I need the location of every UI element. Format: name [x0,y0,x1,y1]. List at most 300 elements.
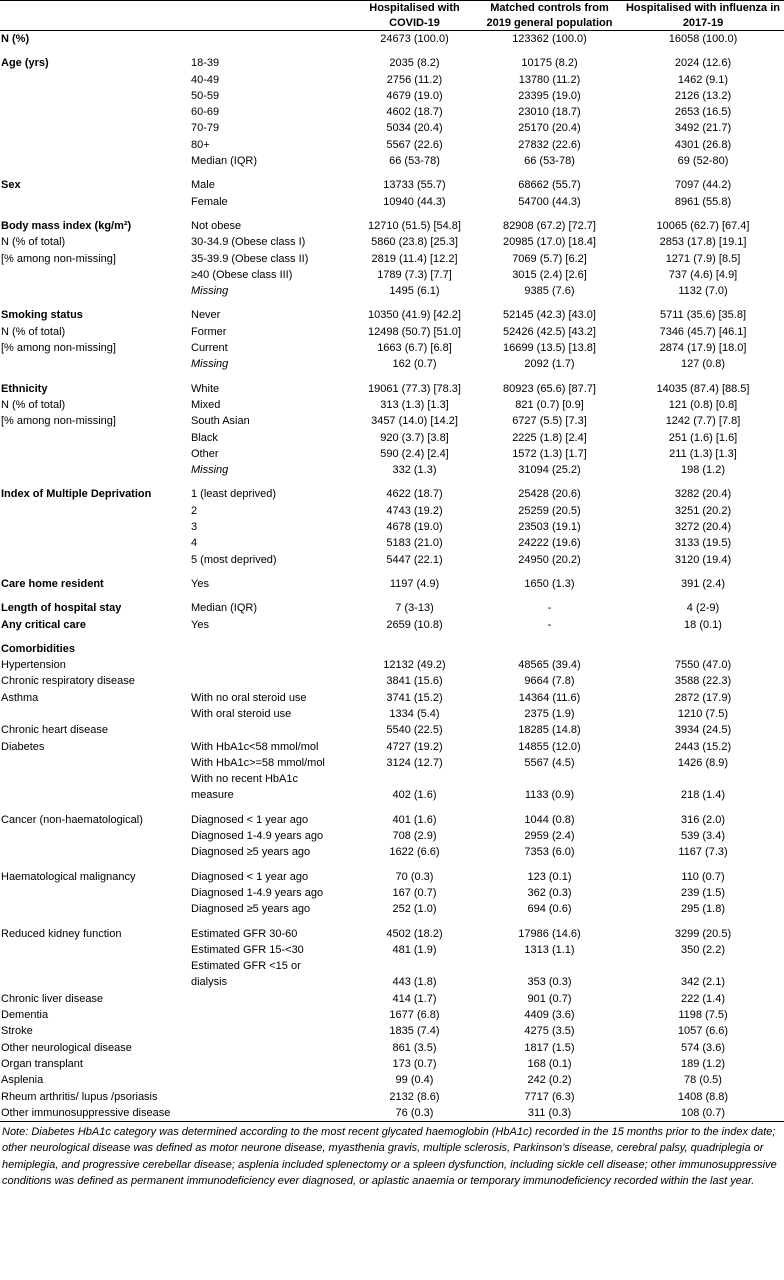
cell-covid: 19061 (77.3) [78.3] [368,382,461,395]
row-label [0,771,190,787]
table-row [0,88,784,104]
row-label [0,283,190,299]
row-label [0,462,190,478]
row-sublabel: 40-49 [191,73,220,86]
cell-controls: 17986 (14.6) [518,927,581,940]
row-sublabel [190,31,352,48]
cell-covid: 99 (0.4) [395,1074,434,1087]
row-label: Cancer (non-haematological) [1,813,143,826]
row-label: Care home resident [1,577,104,590]
table-row [0,942,784,958]
row-label: Reduced kidney function [1,927,122,940]
row-label [0,942,190,958]
cell-controls: - [547,602,552,615]
row-label [0,153,190,169]
table-row [0,120,784,136]
row-label: Any critical care [1,618,86,631]
row-sublabel: Diagnosed < 1 year ago [191,813,309,826]
cell-controls: 18285 (14.8) [518,724,581,737]
cell-covid: 3841 (15.6) [386,675,443,688]
cell-covid: 4679 (19.0) [386,89,443,102]
cell-covid [352,958,477,974]
row-label [0,974,190,990]
row-sublabel: Estimated GFR <15 or [191,960,301,973]
table-row [0,137,784,153]
cell-controls: 311 (0.3) [477,1105,622,1122]
table-row [0,413,784,429]
cell-influenza: 1462 (9.1) [677,73,729,86]
header-influenza: Hospitalised with influenza in 2017-19 [622,1,784,31]
cell-controls: 14855 (12.0) [518,740,581,753]
cell-influenza [622,958,784,974]
cell-controls: 24222 (19.6) [518,537,581,550]
row-sublabel: dialysis [191,976,228,989]
cell-influenza [622,771,784,787]
row-sublabel: Former [191,325,227,338]
cell-influenza: 1426 (8.9) [677,756,729,769]
cell-covid: 1789 (7.3) [7.7] [377,268,452,281]
header-col-2 [190,1,352,31]
cell-influenza: 121 (0.8) [0.8] [668,398,738,411]
cell-influenza: 2874 (17.9) [18.0] [659,342,747,355]
cell-controls [477,771,622,787]
cell-covid: 313 (1.3) [1.3] [380,398,449,411]
cell-influenza: 3120 (19.4) [674,553,732,566]
cell-influenza: 8961 (55.8) [674,195,732,208]
row-sublabel: Diagnosed 1-4.9 years ago [191,886,324,899]
cell-influenza: 342 (2.1) [680,976,726,989]
cell-controls: 10175 (8.2) [521,57,578,70]
cell-influenza [622,641,784,657]
cell-influenza: 69 (52-80) [677,155,729,168]
row-label: Other neurological disease [1,1041,132,1054]
row-sublabel: Yes [191,618,209,631]
table-row [0,657,784,673]
cell-covid: 5447 (22.1) [386,553,443,566]
cell-influenza: 3133 (19.5) [674,537,732,550]
cell-influenza: 737 (4.6) [4.9] [668,268,738,281]
table-row [0,958,784,974]
cell-influenza: 2853 (17.8) [19.1] [659,236,747,249]
row-label: Stroke [1,1025,33,1038]
table-row [0,356,784,372]
cell-covid: 2819 (11.4) [12.2] [371,252,458,265]
table-row [0,576,784,592]
row-label [0,885,190,901]
row-sublabel: With no oral steroid use [191,691,307,704]
table-row [0,690,784,706]
row-sublabel: Diagnosed ≥5 years ago [191,903,311,916]
cell-controls: 2092 (1.7) [524,358,575,371]
row-sublabel [190,641,352,657]
cell-influenza: 2653 (16.5) [674,106,732,119]
cell-covid: 10350 (41.9) [42.2] [368,309,461,322]
table-row [0,194,784,210]
cell-controls: 52145 (42.3) [43.0] [503,309,596,322]
cell-influenza: 189 (1.2) [680,1057,726,1070]
cell-covid: 12710 (51.5) [54.8] [368,219,461,232]
row-sublabel: Mixed [191,398,221,411]
cell-controls: 362 (0.3) [527,886,572,899]
table-row [0,430,784,446]
cell-covid: 402 (1.6) [392,789,437,802]
header-covid: Hospitalised with COVID-19 [352,1,477,31]
cell-controls: 901 (0.7) [527,992,572,1005]
cell-covid: 167 (0.7) [392,886,437,899]
table-row [0,641,784,657]
row-label: Smoking status [1,309,83,322]
cell-controls: 23503 (19.1) [518,521,581,534]
table-row [0,1072,784,1088]
row-sublabel [190,1105,352,1122]
cell-controls: 2959 (2.4) [524,830,575,843]
cell-covid: 173 (0.7) [392,1057,437,1070]
table-row [0,739,784,755]
table-row [0,974,784,990]
cell-controls: 52426 (42.5) [43.2] [503,325,596,338]
row-sublabel: Diagnosed 1-4.9 years ago [191,830,324,843]
cell-covid: 861 (3.5) [392,1041,437,1054]
row-sublabel: White [191,382,220,395]
cell-covid: 332 (1.3) [392,464,437,477]
cell-covid: 1677 (6.8) [389,1009,440,1022]
table-row [0,218,784,234]
cell-covid: 252 (1.0) [392,903,437,916]
cell-controls: 4275 (3.5) [524,1025,575,1038]
cell-controls: 25259 (20.5) [518,504,581,517]
cell-controls: 2375 (1.9) [524,707,575,720]
row-label: Ethnicity [1,382,48,395]
table-row [0,722,784,738]
cell-influenza: 3492 (21.7) [674,122,732,135]
row-sublabel: 30-34.9 (Obese class I) [191,236,306,249]
row-label: [% among non-missing] [1,342,116,355]
row-label [0,958,190,974]
cell-influenza: 2024 (12.6) [674,57,732,70]
cell-influenza: 5711 (35.6) [35.8] [659,309,747,322]
cell-covid: 12132 (49.2) [383,659,446,672]
cell-controls: 353 (0.3) [527,976,572,989]
row-label [0,755,190,771]
table-row [0,617,784,633]
row-sublabel: ≥40 (Obese class III) [191,268,293,281]
row-sublabel: Female [191,195,228,208]
cell-controls: 20985 (17.0) [18.4] [503,236,596,249]
group-spacer [0,592,784,600]
row-label [0,787,190,803]
cell-covid: 4502 (18.2) [386,927,443,940]
group-spacer [0,299,784,307]
row-label: [% among non-missing] [1,252,116,265]
cell-controls: 7069 (5.7) [6.2] [512,252,587,265]
cell-influenza: 218 (1.4) [680,789,726,802]
cell-controls: 13780 (11.2) [518,73,581,86]
row-sublabel: Diagnosed ≥5 years ago [191,846,311,859]
table-row [0,771,784,787]
header-col-1 [0,1,190,31]
table-row [0,812,784,828]
cell-controls: 66 (53-78) [524,155,575,168]
cell-controls: 694 (0.6) [527,903,572,916]
row-sublabel: 80+ [191,138,210,151]
row-sublabel [190,1089,352,1105]
row-label [0,137,190,153]
row-sublabel: measure [191,789,234,802]
row-sublabel: 3 [191,521,198,534]
cell-controls: 242 (0.2) [527,1074,572,1087]
cell-controls: 16699 (13.5) [13.8] [503,342,596,355]
cell-influenza: 78 (0.5) [684,1074,722,1087]
table-row [0,519,784,535]
cell-influenza: 3934 (24.5) [674,724,732,737]
row-label [0,503,190,519]
cell-influenza: 198 (1.2) [680,464,726,477]
table-row [0,340,784,356]
row-label [0,104,190,120]
row-sublabel: With oral steroid use [191,707,292,720]
table-row [0,552,784,568]
cell-covid: 1622 (6.6) [389,846,440,859]
row-sublabel: Estimated GFR 30-60 [191,927,298,940]
cell-covid: 590 (2.4) [2.4] [380,447,449,460]
cell-covid: 66 (53-78) [389,155,440,168]
row-sublabel: Never [191,309,221,322]
cell-influenza: 1057 (6.6) [677,1025,729,1038]
row-label: N (% of total) [1,325,66,338]
row-label [0,267,190,283]
row-sublabel [190,1056,352,1072]
table-row [0,283,784,299]
cell-covid: 3457 (14.0) [14.2] [371,415,458,428]
row-label: Body mass index (kg/m²) [1,219,132,232]
cell-covid: 414 (1.7) [392,992,437,1005]
table-row [0,706,784,722]
row-label: Dementia [1,1009,49,1022]
table-row [0,381,784,397]
row-sublabel: Median (IQR) [191,155,258,168]
cell-controls: 31094 (25.2) [518,464,581,477]
cell-covid: 4727 (19.2) [386,740,443,753]
cell-influenza: 3299 (20.5) [674,927,732,940]
cell-influenza: 2126 (13.2) [674,89,732,102]
row-label: Chronic heart disease [1,724,109,737]
row-sublabel [190,1040,352,1056]
cell-influenza: 316 (2.0) [680,813,726,826]
cell-influenza: 1242 (7.7) [7.8] [665,415,741,428]
row-label [0,88,190,104]
row-label: Organ transplant [1,1057,83,1070]
cell-influenza: 391 (2.4) [680,577,726,590]
cell-influenza: 3282 (20.4) [674,488,732,501]
table-body [0,31,784,1122]
row-label: Chronic respiratory disease [1,675,135,688]
row-label [0,828,190,844]
table-row [0,1007,784,1023]
row-sublabel: With HbA1c<58 mmol/mol [191,740,319,753]
cell-influenza: 539 (3.4) [680,830,726,843]
cell-covid: 2132 (8.6) [389,1090,440,1103]
cell-covid: 4622 (18.7) [386,488,443,501]
row-label [0,120,190,136]
row-sublabel [190,1072,352,1088]
row-sublabel: Missing [191,464,229,477]
table-row [0,901,784,917]
cell-controls: 54700 (44.3) [518,195,581,208]
cell-influenza: 18 (0.1) [684,618,722,631]
row-sublabel [190,673,352,689]
group-spacer [0,633,784,641]
table-row [0,397,784,413]
row-label [0,446,190,462]
table-row [0,828,784,844]
cell-covid: 481 (1.9) [392,943,437,956]
group-spacer [0,918,784,926]
row-sublabel: Median (IQR) [191,602,258,615]
table-row [0,673,784,689]
row-label [0,430,190,446]
cell-controls: 1313 (1.1) [524,943,575,956]
cell-influenza: 4 (2-9) [686,602,720,615]
group-spacer [0,169,784,177]
cell-influenza: 1167 (7.3) [678,846,728,859]
cell-controls: 9664 (7.8) [524,675,575,688]
row-label: Chronic liver disease [1,992,104,1005]
row-label: Rheum arthritis/ lupus /psoriasis [1,1090,158,1103]
row-sublabel: 4 [191,537,198,550]
cell-covid: 920 (3.7) [3.8] [380,431,449,444]
cell-influenza: 2443 (15.2) [674,740,732,753]
cell-controls: 68662 (55.7) [518,179,581,192]
cell-influenza: 3588 (22.3) [674,675,732,688]
row-sublabel: 70-79 [191,122,220,135]
row-label: N (%) [1,33,30,45]
cell-influenza: 3251 (20.2) [674,504,732,517]
cell-controls: 4409 (3.6) [524,1009,575,1022]
table-row [0,600,784,616]
cell-influenza: 14035 (87.4) [88.5] [656,382,750,395]
cell-influenza: 1210 (7.5) [677,707,729,720]
cell-controls: 1044 (0.8) [524,813,575,826]
table-row [0,31,784,48]
cell-covid: 3741 (15.2) [386,691,443,704]
cell-influenza: 222 (1.4) [680,992,726,1005]
row-label [0,901,190,917]
row-label: Haematological malignancy [1,870,136,883]
table-note: Note: Diabetes HbA1c category was determined according to the most recent glycated haemoglobin (HbA1c) recorded in the 15 months prior to the index date; other neurological disease was defined as motor neurone disease, myasthenia gravis, multiple sclerosis, Parkinson’s disease, cerebral palsy, quadriplegia or hemiplegia, and progressive cerebellar disease; asplenia included splenectomy or a spleen dysfunction, including sickle cell disease; other immunosuppressive conditions was defined as permanent immunodeficiency ever diagnosed, or aplastic anaemia or temporary immunodeficiency recorded within the last year. [2,1126,777,1187]
cell-covid: 708 (2.9) [392,830,437,843]
table-row [0,1056,784,1072]
cell-covid: 1334 (5.4) [389,707,440,720]
cell-influenza: 7346 (45.7) [46.1] [659,325,747,338]
table-row [0,104,784,120]
cell-controls: 1817 (1.5) [524,1041,575,1054]
cell-influenza: 1271 (7.9) [8.5] [665,252,741,265]
group-spacer [0,861,784,869]
table-row [0,462,784,478]
row-label [0,535,190,551]
cell-controls: 1133 (0.9) [524,789,575,802]
row-label: Comorbidities [1,642,75,655]
cell-controls: 5567 (4.5) [524,756,575,769]
cell-covid: 2035 (8.2) [389,57,440,70]
table-row [0,787,784,803]
row-sublabel [190,722,352,738]
cell-covid: 1835 (7.4) [389,1025,440,1038]
cell-controls: 25170 (20.4) [518,122,581,135]
cell-controls: 1572 (1.3) [1.7] [512,447,587,460]
cell-controls: 123362 (100.0) [512,33,587,45]
table-row [0,926,784,942]
row-label [0,356,190,372]
row-sublabel: Diagnosed < 1 year ago [191,870,309,883]
row-sublabel [190,657,352,673]
table-row [0,885,784,901]
cell-controls [477,641,622,657]
group-spacer [0,210,784,218]
cell-covid: 5860 (23.8) [25.3] [371,236,458,249]
table-row [0,535,784,551]
cell-covid: 443 (1.8) [392,976,437,989]
row-label: Other immunosuppressive disease [0,1105,190,1122]
table-row [0,1023,784,1039]
cell-controls: 80923 (65.6) [87.7] [503,382,596,395]
row-label [0,72,190,88]
table-row [0,324,784,340]
cell-covid: 2659 (10.8) [386,618,443,631]
row-label: N (% of total) [1,398,66,411]
row-label: [% among non-missing] [1,415,116,428]
row-sublabel: Missing [191,358,229,371]
table-row [0,307,784,323]
cell-covid: 76 (0.3) [352,1105,477,1122]
cell-controls: 25428 (20.6) [518,488,581,501]
table-row [0,991,784,1007]
table-row [0,72,784,88]
table-row [0,1040,784,1056]
table-row [0,503,784,519]
cell-influenza: 4301 (26.8) [674,138,732,151]
table-row [0,1105,784,1122]
cell-controls: 9385 (7.6) [524,285,575,298]
cell-controls: 27832 (22.6) [518,138,581,151]
cell-covid: 4743 (19.2) [386,504,443,517]
cell-covid: 5183 (21.0) [386,537,443,550]
row-label: Asthma [1,691,39,704]
row-sublabel: 2 [191,504,198,517]
row-sublabel: With HbA1c>=58 mmol/mol [191,756,325,769]
row-sublabel: 5 (most deprived) [191,553,277,566]
table-row [0,177,784,193]
row-label: Hypertension [1,659,66,672]
cell-influenza: 7550 (47.0) [674,659,732,672]
row-sublabel: Male [191,179,215,192]
cell-covid: 24673 (100.0) [380,33,449,45]
row-sublabel: Not obese [191,219,242,232]
cell-influenza: 211 (1.3) [1.3] [669,447,737,460]
row-label [0,706,190,722]
group-spacer [0,373,784,381]
row-sublabel: With no recent HbA1c [191,773,298,786]
cell-controls: 7353 (6.0) [524,846,575,859]
row-sublabel: 60-69 [191,106,220,119]
row-sublabel: 50-59 [191,89,220,102]
row-label: Asplenia [1,1074,44,1087]
cell-covid: 12498 (50.7) [51.0] [368,325,461,338]
group-spacer [0,804,784,812]
cell-covid: 1197 (4.9) [389,577,440,590]
cell-influenza: 295 (1.8) [680,903,726,916]
cell-controls [477,958,622,974]
